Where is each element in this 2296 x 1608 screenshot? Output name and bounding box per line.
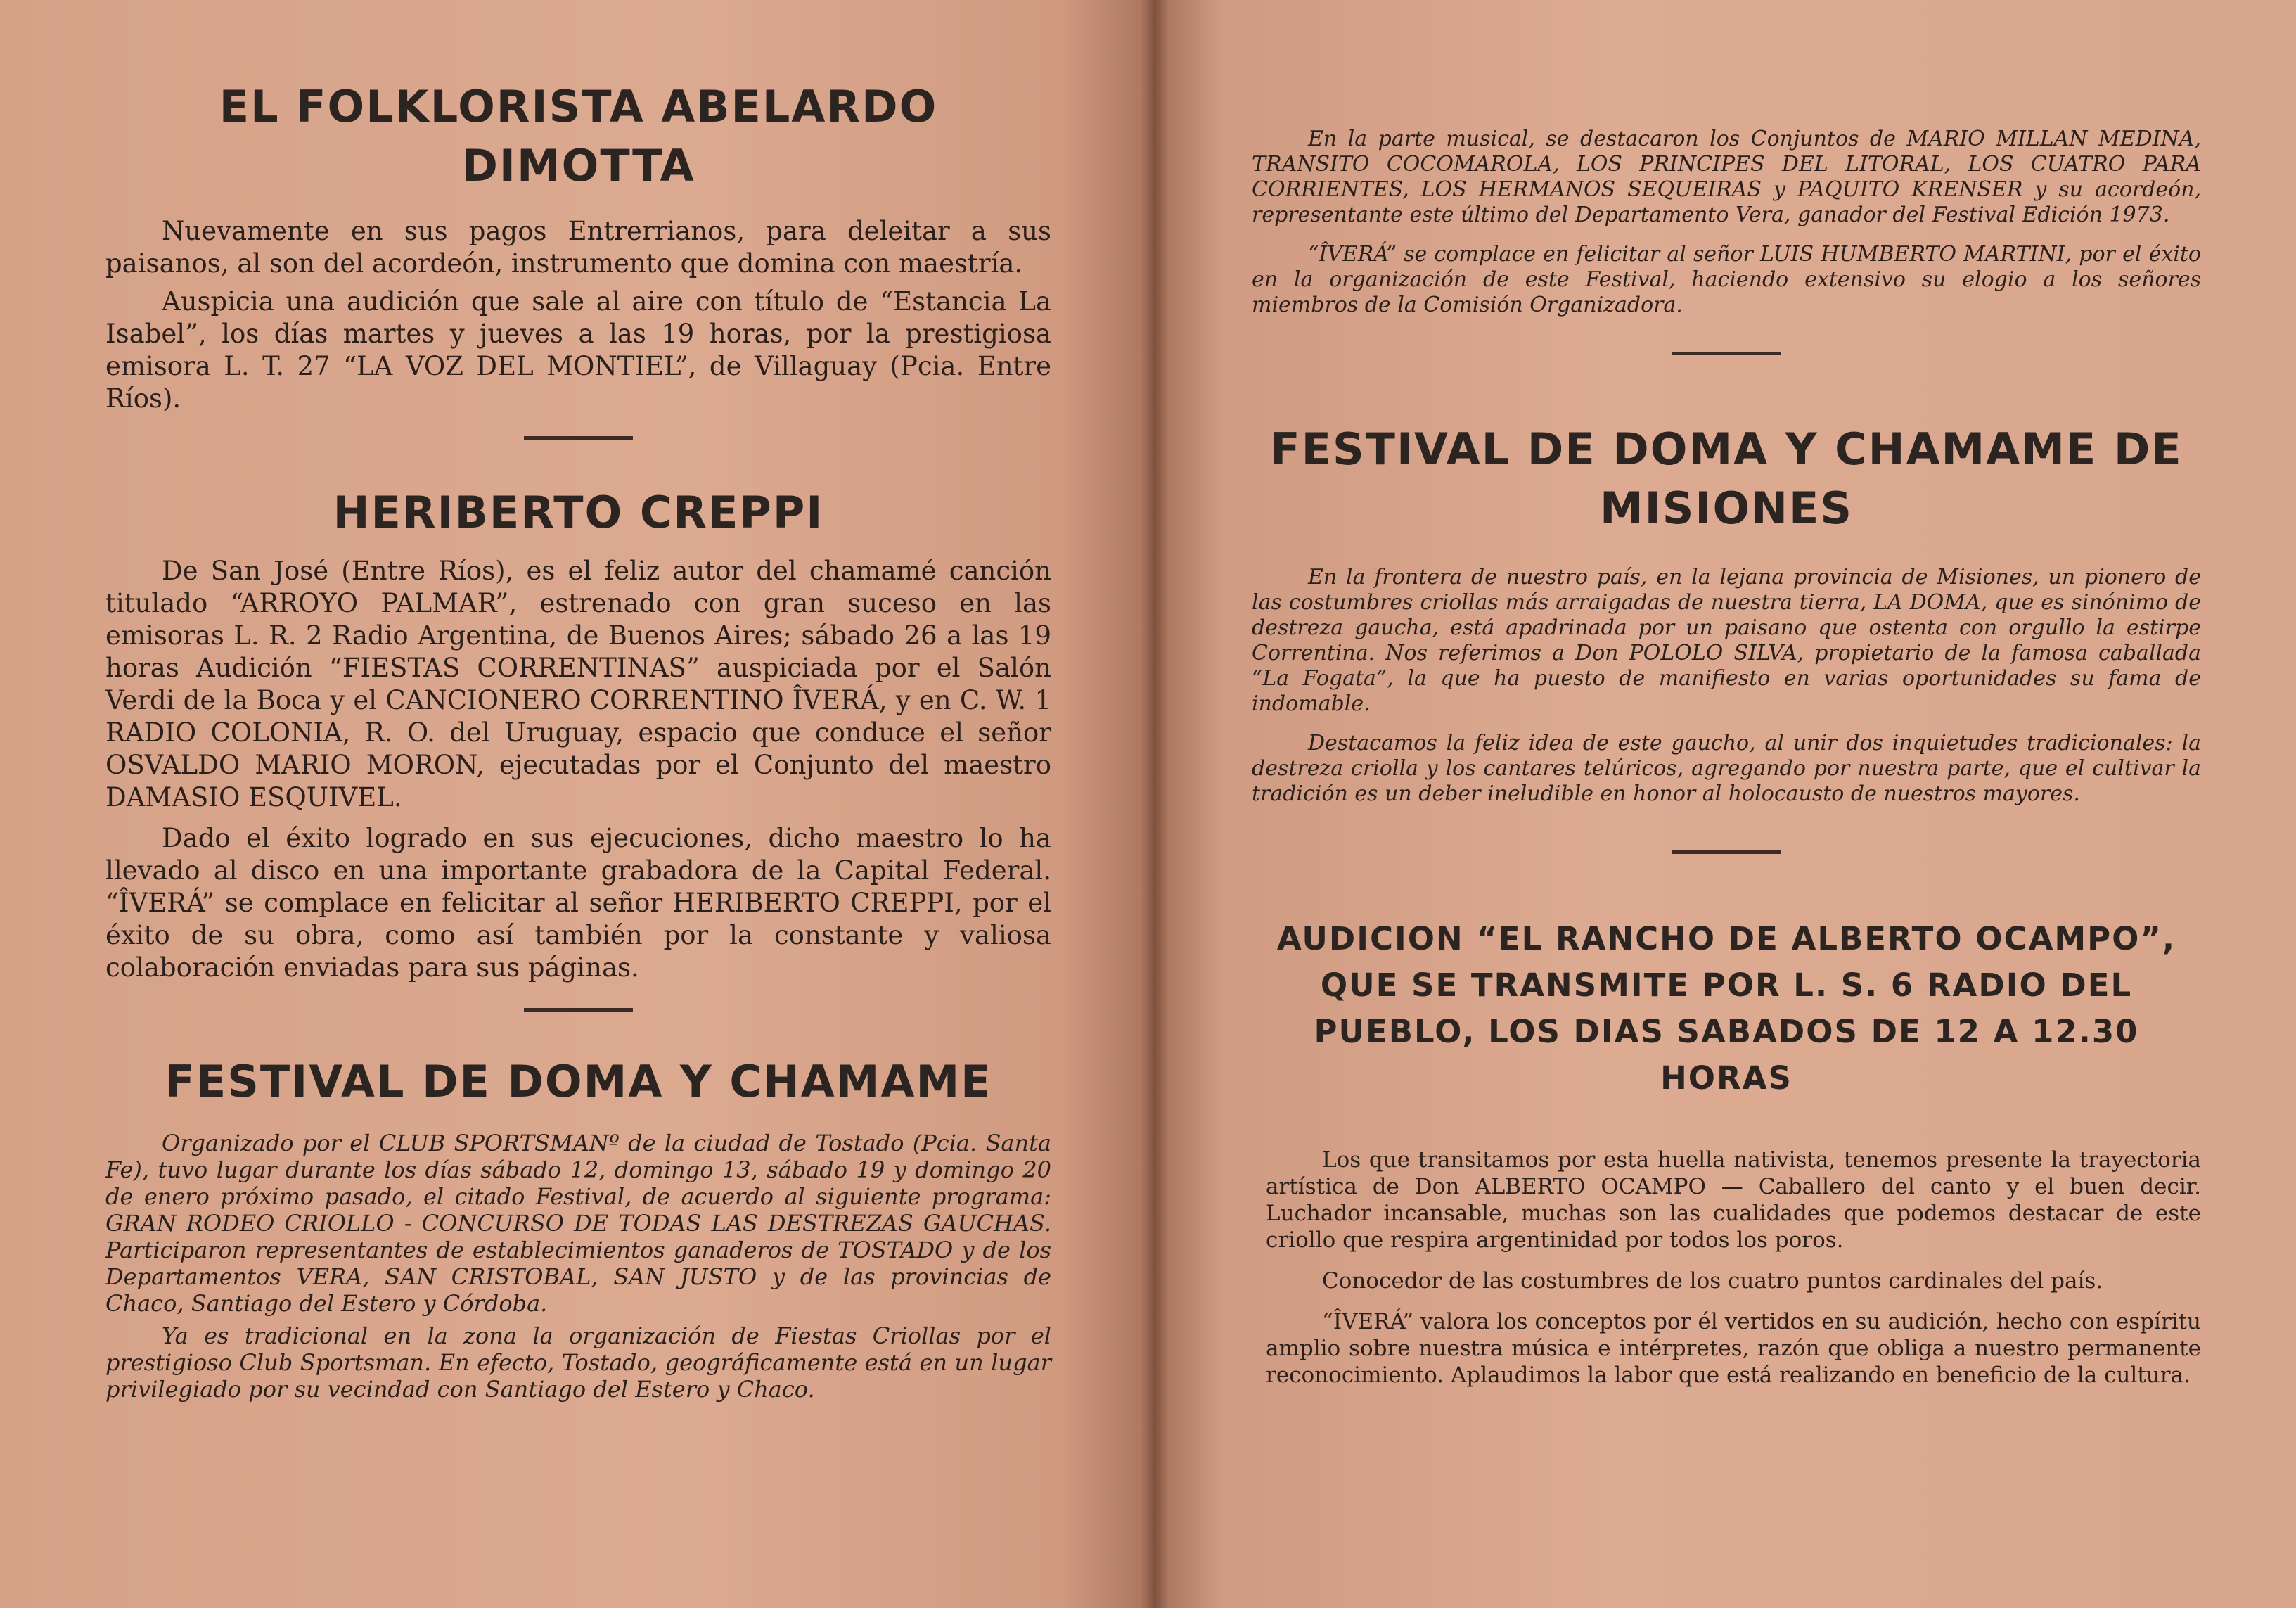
right-column [1252, 127, 2201, 1389]
section-divider [524, 436, 633, 440]
article-title: FESTIVAL DE DOMA Y CHAMAME [165, 1056, 992, 1107]
article-dimotta [105, 77, 1051, 415]
article-creppi [105, 483, 1051, 984]
book-gutter [1141, 0, 1169, 1608]
article-paragraph: Ya es tradicional en la zona la organización de Fiestas Criollas por el prestigioso Club Sportsman. En efecto, Tostado, geográficamente está en un lugar privilegiado por su vecindad con Santiago del Estero y Chaco. [105, 1322, 1051, 1403]
article-paragraph: Destacamos la feliz idea de este gaucho, al unir dos inquietudes tradicionales: la destreza criolla y los cantares telúricos, agregando por nuestra parte, que el cultivar la tradición es un deber ineludible en honor al holocausto de nuestros mayores. [1252, 731, 2201, 806]
article-paragraph: En la parte musical, se destacaron los Conjuntos de MARIO MILLAN MEDINA, TRANSITO COCOMAROLA, LOS PRINCIPES DEL LITORAL, LOS CUATRO PARA CORRIENTES, LOS HERMANOS SEQUEIRAS y PAQUITO KRENSER y su acordeón, representante este último del Departamento Vera, ganador del Festival Edición 1973. [1252, 127, 2201, 227]
article-paragraph: Auspicia una audición que sale al aire con título de “Estancia La Isabel”, los días martes y jueves a las 19 horas, por la prestigiosa emisora L. T. 27 “LA VOZ DEL MONTIEL”, de Villaguay (Pcia. Entre Ríos). [105, 286, 1051, 414]
article-paragraph: “ÎVERÁ” valora los conceptos por él vertidos en su audición, hecho con espíritu amplio sobre nuestra música e intérpretes, razón que obliga a nuestro permanente reconocimiento. Aplaudimos la labor que está realizando en beneficio de la cultura. [1266, 1309, 2201, 1388]
article-festival-doma [105, 1052, 1051, 1403]
section-divider [1672, 850, 1781, 854]
article-title: EL FOLKLORISTA ABELARDO DIMOTTA [219, 81, 938, 191]
article-paragraph: Conocedor de las costumbres de los cuatro puntos cardinales del país. [1322, 1268, 2103, 1294]
article-paragraph: Los que transitamos por esta huella nativista, tenemos presente la trayectoria artística de Don ALBERTO OCAMPO — Caballero del canto y el buen decir. Luchador incansable, muchas son las cualidades que podemos destacar de este criollo que respira argentinidad por todos los poros. [1266, 1147, 2201, 1253]
article-paragraph: “ÎVERÁ” se complace en felicitar al señor LUIS HUMBERTO MARTINI, por el éxito en la organización de este Festival, haciendo extensivo su elogio a los señores miembros de la Comisión Organizadora. [1252, 242, 2201, 317]
article-title: HERIBERTO CREPPI [333, 487, 824, 538]
article-title: AUDICION “EL RANCHO DE ALBERTO OCAMPO”, QUE SE TRANSMITE POR L. S. 6 RADIO DEL PUEBLO, LOS DIAS SABADOS DE 12 A 12.30 HORAS [1276, 920, 2176, 1097]
left-column [105, 77, 1051, 1403]
article-paragraph: Organizado por el CLUB SPORTSMANº de la ciudad de Tostado (Pcia. Santa Fe), tuvo lugar durante los días sábado 12, domingo 13, sábado 19 y domingo 20 de enero próximo pasado, el citado Festival, de acuerdo al siguiente programa: GRAN RODEO CRIOLLO - CONCURSO DE TODAS LAS DESTREZAS GAUCHAS. Participaron representantes de establecimientos ganaderos de TOSTADO y de los Departamentos VERA, SAN CRISTOBAL, SAN JUSTO y de las provincias de Chaco, Santiago del Estero y Córdoba. [105, 1130, 1051, 1317]
article-festival-continued [1252, 127, 2201, 318]
article-paragraph: En la frontera de nuestro país, en la lejana provincia de Misiones, un pionero de las costumbres criollas más arraigadas de nuestra tierra, LA DOMA, que es sinónimo de destreza gaucha, está apadrinada por un paisano que ostenta con orgullo la estirpe Correntina. Nos referimos a Don POLOLO SILVA, propietario de la famosa caballada “La Fogata”, la que ha puesto de manifiesto en varias oportunidades su fama de indomable. [1252, 565, 2201, 716]
article-paragraph: Nuevamente en sus pagos Entrerrianos, para deleitar a sus paisanos, al son del acordeón, instrumento que domina con maestría. [105, 216, 1051, 279]
article-title: FESTIVAL DE DOMA Y CHAMAME DE MISIONES [1270, 423, 2183, 534]
section-divider [1672, 352, 1781, 355]
article-audicion-ocampo [1252, 916, 2201, 1389]
article-paragraph: Dado el éxito logrado en sus ejecuciones, dicho maestro lo ha llevado al disco en una importante grabadora de la Capital Federal. “ÎVERÁ” se complace en felicitar al señor HERIBERTO CREPPI, por el éxito de su obra, como así también por la constante y valiosa colaboración enviadas para sus páginas. [105, 823, 1051, 983]
article-paragraph: De San José (Entre Ríos), es el feliz autor del chamamé canción titulado “ARROYO PALMAR”, estrenado con gran suceso en las emisoras L. R. 2 Radio Argentina, de Buenos Aires; sábado 26 a las 19 horas Audición “FIESTAS CORRENTINAS” auspiciada por el Salón Verdi de la Boca y el CANCIONERO CORRENTINO ÎVERÁ, y en C. W. 1 RADIO COLONIA, R. O. del Uruguay, espacio que conduce el señor OSVALDO MARIO MORON, ejecutadas por el Conjunto del maestro DAMASIO ESQUIVEL. [105, 556, 1051, 812]
article-doma-misiones [1252, 420, 2201, 807]
section-divider [524, 1008, 633, 1012]
